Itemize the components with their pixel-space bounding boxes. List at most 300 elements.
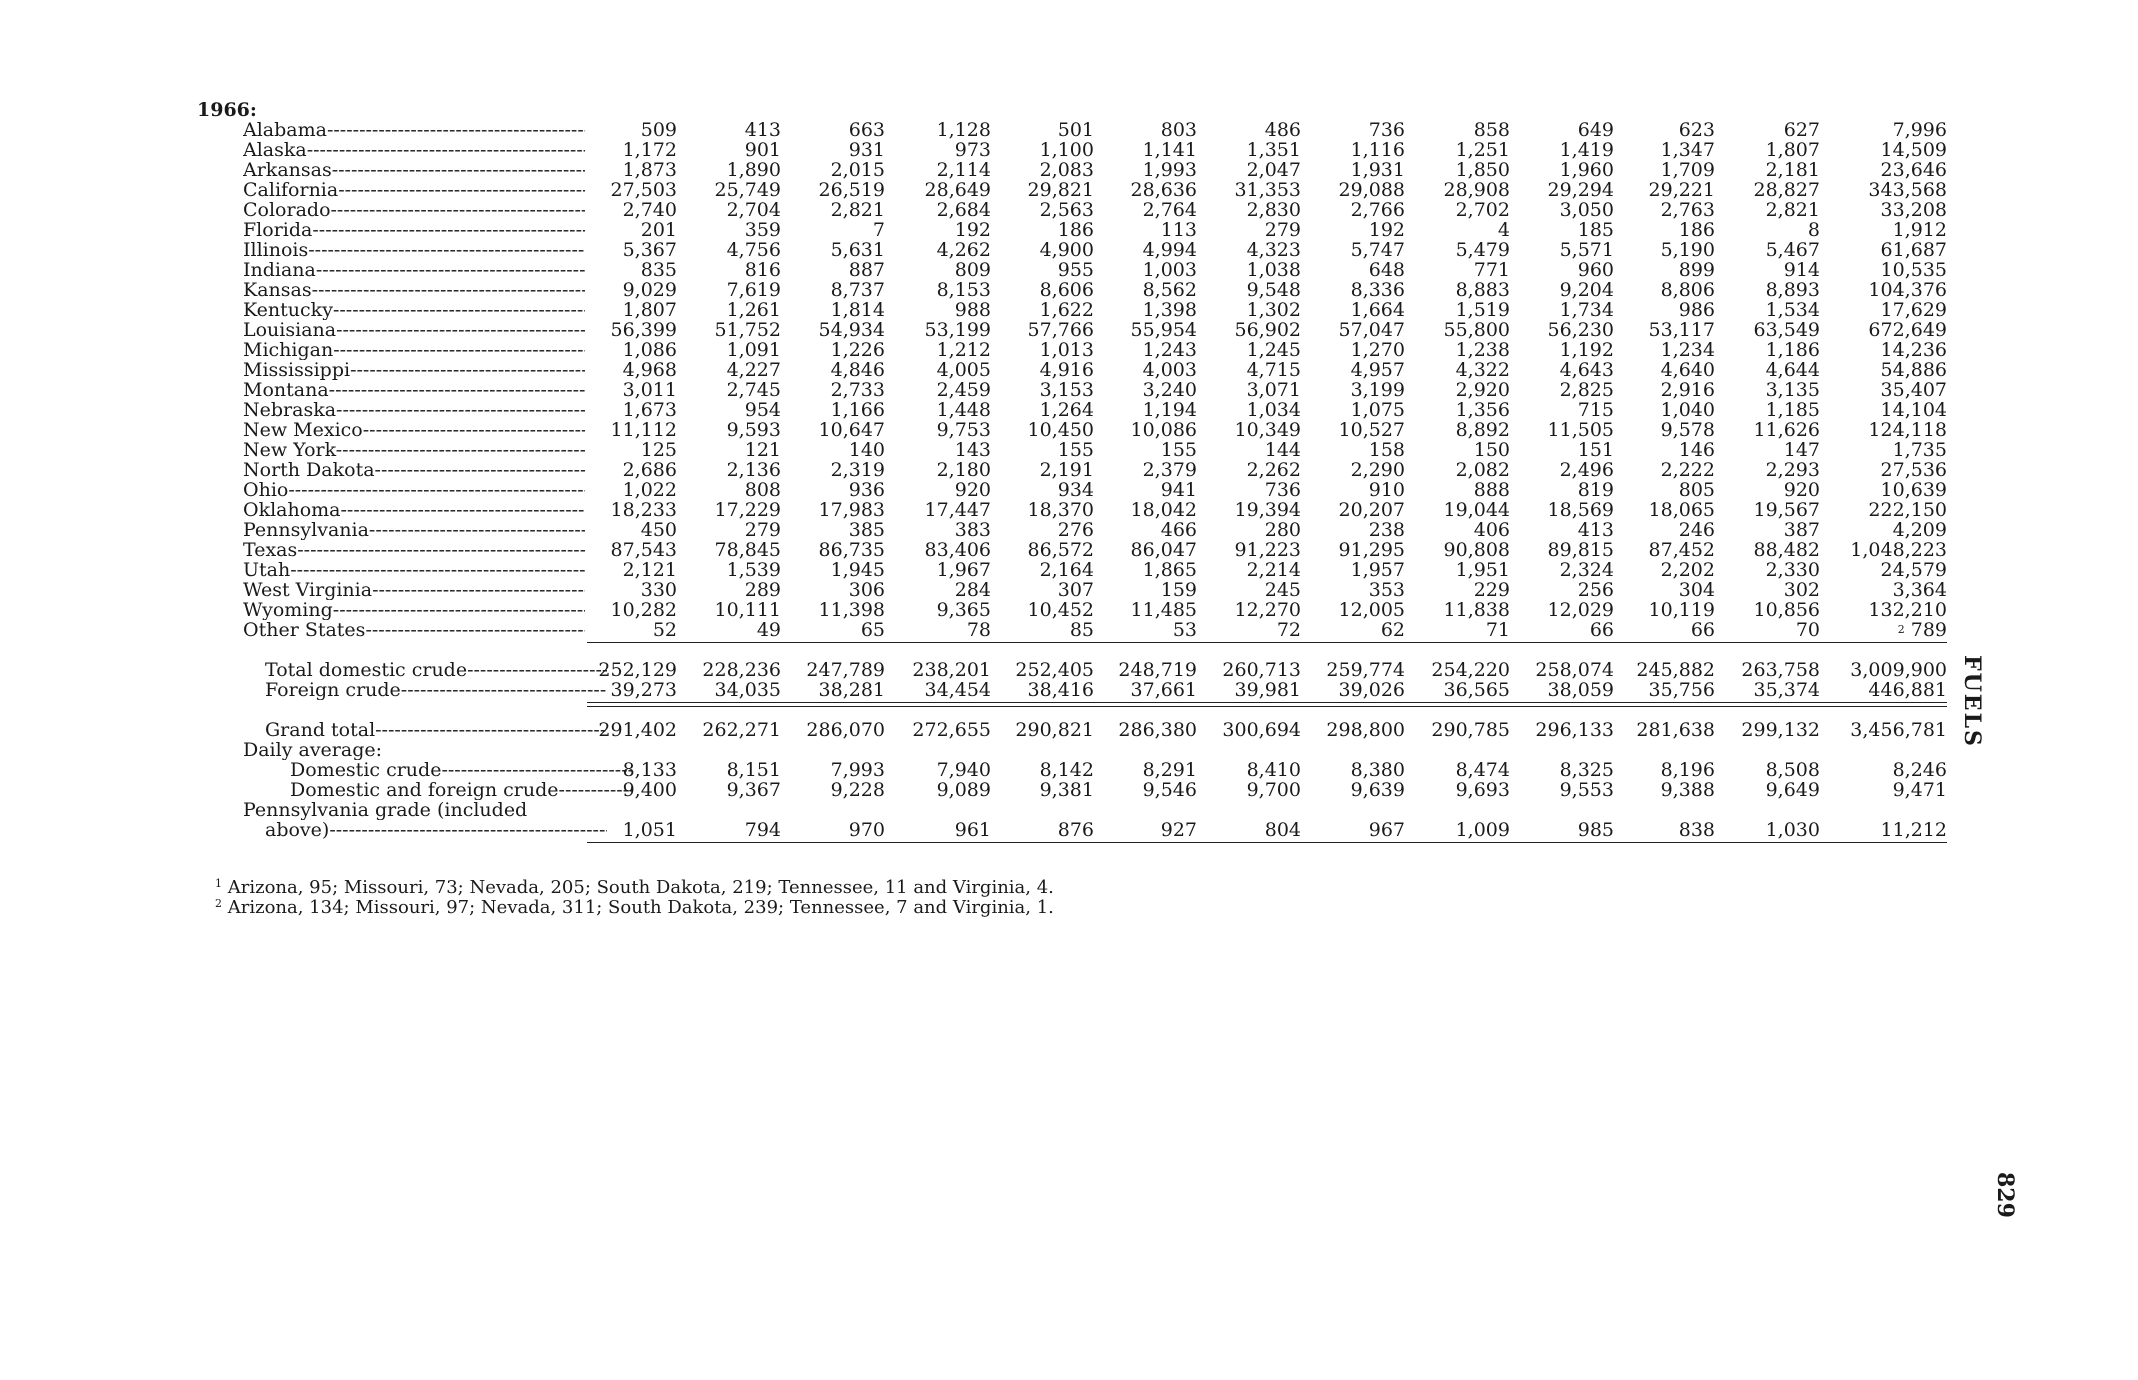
row-label: Alabama -----: [243, 120, 585, 140]
month-cell: 29,294: [1547, 179, 1614, 201]
table-row: [0, 600, 2138, 620]
month-cell: 466: [1160, 519, 1197, 541]
month-cell: 10,647: [818, 419, 885, 441]
month-cell: 383: [954, 519, 991, 541]
total-cell: 14,104: [1880, 399, 1947, 421]
month-cell: 808: [744, 479, 781, 501]
month-cell: 229: [1473, 579, 1510, 601]
month-cell: 985: [1577, 819, 1614, 841]
month-cell: 113: [1160, 219, 1197, 241]
month-cell: 2,686: [622, 459, 677, 481]
row-label: Total domestic crude -----: [265, 660, 607, 680]
month-cell: 2,114: [936, 159, 991, 181]
total-cell: 1,912: [1892, 219, 1947, 241]
total-cell: 446,881: [1868, 679, 1947, 701]
month-cell: 12,270: [1234, 599, 1301, 621]
month-cell: 256: [1577, 579, 1614, 601]
table-row: [0, 660, 2138, 680]
month-cell: 4,846: [830, 359, 885, 381]
month-cell: 9,578: [1660, 419, 1715, 441]
month-cell: 300,694: [1222, 719, 1301, 741]
month-cell: 1,185: [1765, 399, 1820, 421]
month-cell: 9,553: [1559, 779, 1614, 801]
month-cell: 12,005: [1338, 599, 1405, 621]
month-cell: 52: [652, 619, 677, 641]
month-cell: 262,271: [702, 719, 781, 741]
month-cell: 3,153: [1039, 379, 1094, 401]
month-cell: 10,450: [1027, 419, 1094, 441]
month-cell: 3,050: [1559, 199, 1614, 221]
month-cell: 3,240: [1142, 379, 1197, 401]
month-cell: 4,957: [1350, 359, 1405, 381]
total-cell: 11,212: [1880, 819, 1947, 841]
month-cell: 91,223: [1234, 539, 1301, 561]
month-cell: 804: [1264, 819, 1301, 841]
table-row: [0, 560, 2138, 580]
month-cell: 63,549: [1753, 319, 1820, 341]
month-cell: 9,381: [1039, 779, 1094, 801]
month-cell: 7,993: [830, 759, 885, 781]
total-cell: 10,639: [1880, 479, 1947, 501]
month-cell: 1,534: [1765, 299, 1820, 321]
month-cell: 4,003: [1142, 359, 1197, 381]
month-cell: 4,262: [936, 239, 991, 261]
month-cell: 192: [1368, 219, 1405, 241]
month-cell: 281,638: [1636, 719, 1715, 741]
month-cell: 121: [744, 439, 781, 461]
table-row: [0, 800, 2138, 820]
month-cell: 150: [1473, 439, 1510, 461]
month-cell: 259,774: [1326, 659, 1405, 681]
month-cell: 17,447: [924, 499, 991, 521]
month-cell: 1,003: [1142, 259, 1197, 281]
month-cell: 8,508: [1765, 759, 1820, 781]
month-cell: 8,196: [1660, 759, 1715, 781]
month-cell: 1,865: [1142, 559, 1197, 581]
row-label: Other States -----: [243, 620, 585, 640]
month-cell: 286,380: [1118, 719, 1197, 741]
month-cell: 9,546: [1142, 779, 1197, 801]
month-cell: 87,543: [610, 539, 677, 561]
month-cell: 4: [1497, 219, 1510, 241]
month-cell: 286,070: [806, 719, 885, 741]
month-cell: 4,916: [1039, 359, 1094, 381]
row-label: California -----: [243, 180, 585, 200]
month-cell: 66: [1690, 619, 1715, 641]
total-cell: 7,996: [1892, 119, 1947, 141]
month-cell: 11,626: [1753, 419, 1820, 441]
month-cell: 1,128: [936, 119, 991, 141]
month-cell: 8,892: [1455, 419, 1510, 441]
month-cell: 9,593: [726, 419, 781, 441]
month-cell: 819: [1577, 479, 1614, 501]
row-label: Pennsylvania grade (included: [243, 800, 528, 820]
month-cell: 90,808: [1443, 539, 1510, 561]
total-cell: 222,150: [1868, 499, 1947, 521]
month-cell: 1,814: [830, 299, 885, 321]
month-cell: 1,264: [1039, 399, 1094, 421]
month-cell: 39,273: [610, 679, 677, 701]
footnote-2: $^2$ Arizona, 134; Missouri, 97; Nevada, 311; South Dakota, 239; Tennessee, 7 and Virginia, 1.: [215, 897, 1054, 918]
month-cell: 10,119: [1648, 599, 1715, 621]
month-cell: 9,029: [622, 279, 677, 301]
month-cell: 53,199: [924, 319, 991, 341]
month-cell: 960: [1577, 259, 1614, 281]
month-cell: 1,186: [1765, 339, 1820, 361]
month-cell: 1,091: [726, 339, 781, 361]
month-cell: 89,815: [1547, 539, 1614, 561]
month-cell: 4,715: [1246, 359, 1301, 381]
month-cell: 1,673: [622, 399, 677, 421]
month-cell: 961: [954, 819, 991, 841]
month-cell: 11,838: [1443, 599, 1510, 621]
month-cell: 1,951: [1455, 559, 1510, 581]
month-cell: 143: [954, 439, 991, 461]
row-label: Grand total -----: [265, 720, 607, 740]
month-cell: 663: [848, 119, 885, 141]
month-cell: 2,704: [726, 199, 781, 221]
month-cell: 72: [1276, 619, 1301, 641]
month-cell: 247,789: [806, 659, 885, 681]
month-cell: 1,238: [1455, 339, 1510, 361]
page-number: 829: [1992, 1172, 2018, 1218]
month-cell: 1,967: [936, 559, 991, 581]
month-cell: 2,214: [1246, 559, 1301, 581]
table-row: [0, 520, 2138, 540]
total-cell: 4,209: [1892, 519, 1947, 541]
month-cell: 11,505: [1547, 419, 1614, 441]
month-cell: 1,251: [1455, 139, 1510, 161]
month-cell: 5,631: [830, 239, 885, 261]
month-cell: 10,527: [1338, 419, 1405, 441]
total-cell: 672,649: [1868, 319, 1947, 341]
month-cell: 246: [1678, 519, 1715, 541]
month-cell: 284: [954, 579, 991, 601]
total-cell: 9,471: [1892, 779, 1947, 801]
month-cell: 9,649: [1765, 779, 1820, 801]
row-label: Florida -----: [243, 220, 585, 240]
month-cell: 289: [744, 579, 781, 601]
footnote-1: $^1$ Arizona, 95; Missouri, 73; Nevada, 205; South Dakota, 219; Tennessee, 11 and Virginia, 4.: [215, 877, 1054, 898]
month-cell: 1,945: [830, 559, 885, 581]
month-cell: 125: [640, 439, 677, 461]
month-cell: 86,572: [1027, 539, 1094, 561]
month-cell: 2,330: [1765, 559, 1820, 581]
table-row: [0, 200, 2138, 220]
month-cell: 7,940: [936, 759, 991, 781]
month-cell: 2,920: [1455, 379, 1510, 401]
total-cell: 343,568: [1868, 179, 1947, 201]
month-cell: 17,229: [714, 499, 781, 521]
month-cell: 26,519: [818, 179, 885, 201]
month-cell: 406: [1473, 519, 1510, 541]
month-cell: 1,261: [726, 299, 781, 321]
month-cell: 37,661: [1130, 679, 1197, 701]
month-cell: 28,649: [924, 179, 991, 201]
month-cell: 34,454: [924, 679, 991, 701]
month-cell: 260,713: [1222, 659, 1301, 681]
month-cell: 49: [756, 619, 781, 641]
month-cell: 1,034: [1246, 399, 1301, 421]
month-cell: 1,664: [1350, 299, 1405, 321]
month-cell: 4,643: [1559, 359, 1614, 381]
month-cell: 18,065: [1648, 499, 1715, 521]
month-cell: 2,733: [830, 379, 885, 401]
month-cell: 56,399: [610, 319, 677, 341]
month-cell: 4,968: [622, 359, 677, 381]
month-cell: 8,806: [1660, 279, 1715, 301]
month-cell: 838: [1678, 819, 1715, 841]
month-cell: 238,201: [912, 659, 991, 681]
month-cell: 4,900: [1039, 239, 1094, 261]
table-row: [0, 220, 2138, 240]
month-cell: 91,295: [1338, 539, 1405, 561]
month-cell: 279: [744, 519, 781, 541]
month-cell: 252,129: [598, 659, 677, 681]
month-cell: 5,747: [1350, 239, 1405, 261]
month-cell: 2,136: [726, 459, 781, 481]
month-cell: 771: [1473, 259, 1510, 281]
month-cell: 988: [954, 299, 991, 321]
month-cell: 36,565: [1443, 679, 1510, 701]
month-cell: 858: [1473, 119, 1510, 141]
table-row: [0, 740, 2138, 760]
month-cell: 159: [1160, 579, 1197, 601]
month-cell: 2,684: [936, 199, 991, 221]
month-cell: 158: [1368, 439, 1405, 461]
month-cell: 2,496: [1559, 459, 1614, 481]
month-cell: 5,479: [1455, 239, 1510, 261]
row-label: Illinois -----: [243, 240, 585, 260]
month-cell: 290,785: [1431, 719, 1510, 741]
month-cell: 306: [848, 579, 885, 601]
month-cell: 1,734: [1559, 299, 1614, 321]
month-cell: 1,116: [1350, 139, 1405, 161]
month-cell: 1,270: [1350, 339, 1405, 361]
month-cell: 86,047: [1130, 539, 1197, 561]
month-cell: 1,850: [1455, 159, 1510, 181]
month-cell: 501: [1057, 119, 1094, 141]
table-row: [0, 820, 2138, 840]
month-cell: 29,221: [1648, 179, 1715, 201]
row-label: Michigan -----: [243, 340, 585, 360]
month-cell: 901: [744, 139, 781, 161]
total-cell: 3,009,900: [1850, 659, 1947, 681]
month-cell: 185: [1577, 219, 1614, 241]
total-cell: 104,376: [1868, 279, 1947, 301]
month-cell: 245: [1264, 579, 1301, 601]
month-cell: 954: [744, 399, 781, 421]
month-cell: 17,983: [818, 499, 885, 521]
month-cell: 8,883: [1455, 279, 1510, 301]
month-cell: 291,402: [598, 719, 677, 741]
month-cell: 9,400: [622, 779, 677, 801]
table-rule: [587, 642, 1947, 643]
month-cell: 330: [640, 579, 677, 601]
total-cell: 27,536: [1880, 459, 1947, 481]
total-cell: 3,456,781: [1850, 719, 1947, 741]
row-label: Nebraska -----: [243, 400, 585, 420]
total-cell: 124,118: [1868, 419, 1947, 441]
row-label: Utah -----: [243, 560, 585, 580]
month-cell: 10,349: [1234, 419, 1301, 441]
month-cell: 57,766: [1027, 319, 1094, 341]
month-cell: 8,562: [1142, 279, 1197, 301]
month-cell: 1,398: [1142, 299, 1197, 321]
month-cell: 28,827: [1753, 179, 1820, 201]
month-cell: 9,228: [830, 779, 885, 801]
month-cell: 279: [1264, 219, 1301, 241]
month-cell: 1,194: [1142, 399, 1197, 421]
month-cell: 56,230: [1547, 319, 1614, 341]
month-cell: 8,380: [1350, 759, 1405, 781]
month-cell: 920: [1783, 479, 1820, 501]
total-cell: 10,535: [1880, 259, 1947, 281]
total-cell: 54,886: [1880, 359, 1947, 381]
month-cell: 9,639: [1350, 779, 1405, 801]
month-cell: 252,405: [1015, 659, 1094, 681]
month-cell: 1,234: [1660, 339, 1715, 361]
month-cell: 53,117: [1648, 319, 1715, 341]
table-row: [0, 360, 2138, 380]
month-cell: 2,047: [1246, 159, 1301, 181]
month-cell: 56,902: [1234, 319, 1301, 341]
month-cell: 28,908: [1443, 179, 1510, 201]
month-cell: 55,954: [1130, 319, 1197, 341]
month-cell: 155: [1160, 439, 1197, 461]
month-cell: 2,379: [1142, 459, 1197, 481]
month-cell: 4,640: [1660, 359, 1715, 381]
month-cell: 70: [1795, 619, 1820, 641]
total-cell: 1,735: [1892, 439, 1947, 461]
month-cell: 1,448: [936, 399, 991, 421]
month-cell: 1,245: [1246, 339, 1301, 361]
month-cell: 9,388: [1660, 779, 1715, 801]
table-row: [0, 320, 2138, 340]
month-cell: 8,325: [1559, 759, 1614, 781]
month-cell: 941: [1160, 479, 1197, 501]
month-cell: 1,022: [622, 479, 677, 501]
month-cell: 1,807: [622, 299, 677, 321]
table-row: [0, 400, 2138, 420]
section-year: 1966:: [197, 99, 257, 121]
month-cell: 78,845: [714, 539, 781, 561]
month-cell: 805: [1678, 479, 1715, 501]
month-cell: 12,029: [1547, 599, 1614, 621]
month-cell: 888: [1473, 479, 1510, 501]
month-cell: 413: [1577, 519, 1614, 541]
month-cell: 1,100: [1039, 139, 1094, 161]
month-cell: 5,571: [1559, 239, 1614, 261]
month-cell: 307: [1057, 579, 1094, 601]
month-cell: 290,821: [1015, 719, 1094, 741]
month-cell: 1,038: [1246, 259, 1301, 281]
month-cell: 2,740: [622, 199, 677, 221]
month-cell: 87,452: [1648, 539, 1715, 561]
month-cell: 85: [1069, 619, 1094, 641]
table-row: [0, 480, 2138, 500]
table-row: [0, 460, 2138, 480]
month-cell: 4,322: [1455, 359, 1510, 381]
month-cell: 509: [640, 119, 677, 141]
month-cell: 4,994: [1142, 239, 1197, 261]
month-cell: 3,135: [1765, 379, 1820, 401]
row-label: Colorado -----: [243, 200, 585, 220]
month-cell: 27,503: [610, 179, 677, 201]
row-label: Foreign crude -----: [265, 680, 607, 700]
month-cell: 920: [954, 479, 991, 501]
month-cell: 9,365: [936, 599, 991, 621]
month-cell: 201: [640, 219, 677, 241]
month-cell: 29,821: [1027, 179, 1094, 201]
month-cell: 986: [1678, 299, 1715, 321]
month-cell: 8,153: [936, 279, 991, 301]
month-cell: 140: [848, 439, 885, 461]
month-cell: 1,172: [622, 139, 677, 161]
month-cell: 4,005: [936, 359, 991, 381]
month-cell: 627: [1783, 119, 1820, 141]
month-cell: 11,398: [818, 599, 885, 621]
month-cell: 54,934: [818, 319, 885, 341]
month-cell: 1,519: [1455, 299, 1510, 321]
month-cell: 254,220: [1431, 659, 1510, 681]
month-cell: 51,752: [714, 319, 781, 341]
month-cell: 2,821: [830, 199, 885, 221]
month-cell: 302: [1783, 579, 1820, 601]
table-row: [0, 680, 2138, 700]
month-cell: 2,821: [1765, 199, 1820, 221]
table-row: [0, 380, 2138, 400]
month-cell: 2,164: [1039, 559, 1094, 581]
table-row: [0, 160, 2138, 180]
month-cell: 1,419: [1559, 139, 1614, 161]
total-cell: 3,364: [1892, 579, 1947, 601]
month-cell: 296,133: [1535, 719, 1614, 741]
table-row: [0, 500, 2138, 520]
month-cell: 1,141: [1142, 139, 1197, 161]
month-cell: 18,233: [610, 499, 677, 521]
total-cell: 24,579: [1880, 559, 1947, 581]
month-cell: 2,290: [1350, 459, 1405, 481]
month-cell: 1,709: [1660, 159, 1715, 181]
month-cell: 1,356: [1455, 399, 1510, 421]
month-cell: 2,702: [1455, 199, 1510, 221]
row-label: above) -----: [265, 820, 607, 840]
month-cell: 65: [860, 619, 885, 641]
month-cell: 10,111: [714, 599, 781, 621]
table-row: [0, 260, 2138, 280]
row-label: Mississippi -----: [243, 360, 585, 380]
total-cell: 14,236: [1880, 339, 1947, 361]
table-row: [0, 760, 2138, 780]
month-cell: 34,035: [714, 679, 781, 701]
row-label: Pennsylvania -----: [243, 520, 585, 540]
month-cell: 55,800: [1443, 319, 1510, 341]
total-cell: 35,407: [1880, 379, 1947, 401]
month-cell: 2,459: [936, 379, 991, 401]
row-label: Ohio -----: [243, 480, 585, 500]
row-label: Domestic and foreign crude -----: [290, 780, 632, 800]
month-cell: 1,302: [1246, 299, 1301, 321]
month-cell: 736: [1264, 479, 1301, 501]
month-cell: 715: [1577, 399, 1614, 421]
month-cell: 1,993: [1142, 159, 1197, 181]
row-label: Arkansas -----: [243, 160, 585, 180]
month-cell: 1,013: [1039, 339, 1094, 361]
row-label: Oklahoma -----: [243, 500, 585, 520]
month-cell: 9,089: [936, 779, 991, 801]
month-cell: 1,347: [1660, 139, 1715, 161]
